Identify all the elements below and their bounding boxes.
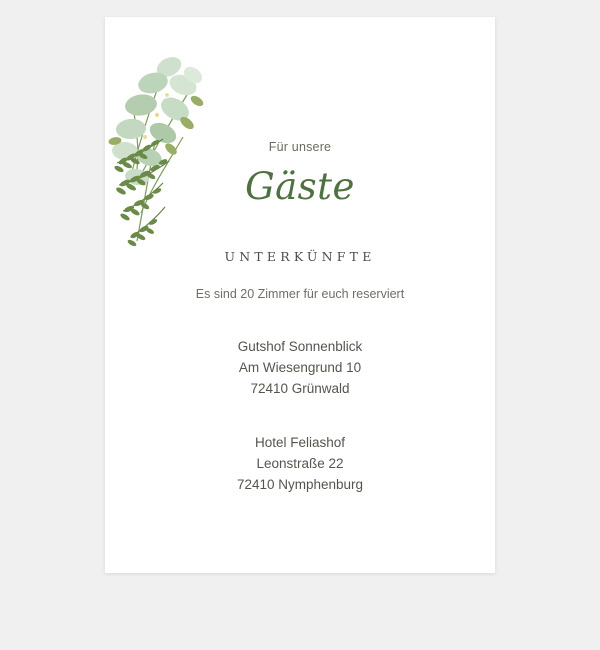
accommodation-street: Am Wiesengrund 10 bbox=[238, 359, 362, 375]
section-title: UNTERKÜNFTE bbox=[224, 249, 376, 264]
accommodation-city: 72410 Grünwald bbox=[250, 380, 350, 396]
accommodation-entry bbox=[105, 433, 495, 496]
accommodation-name: Hotel Feliashof bbox=[254, 434, 346, 450]
card-content bbox=[105, 17, 495, 496]
intro-line: Für unsere bbox=[268, 140, 332, 154]
accommodation-city: 72410 Nymphenburg bbox=[236, 476, 364, 492]
accommodation-street: Leonstraße 22 bbox=[256, 455, 344, 471]
reservation-note: Es sind 20 Zimmer für euch reserviert bbox=[195, 287, 405, 301]
accommodation-entry bbox=[105, 337, 495, 400]
script-heading: Gäste bbox=[245, 165, 355, 208]
invitation-card bbox=[105, 17, 495, 573]
accommodation-name: Gutshof Sonnenblick bbox=[237, 339, 363, 354]
